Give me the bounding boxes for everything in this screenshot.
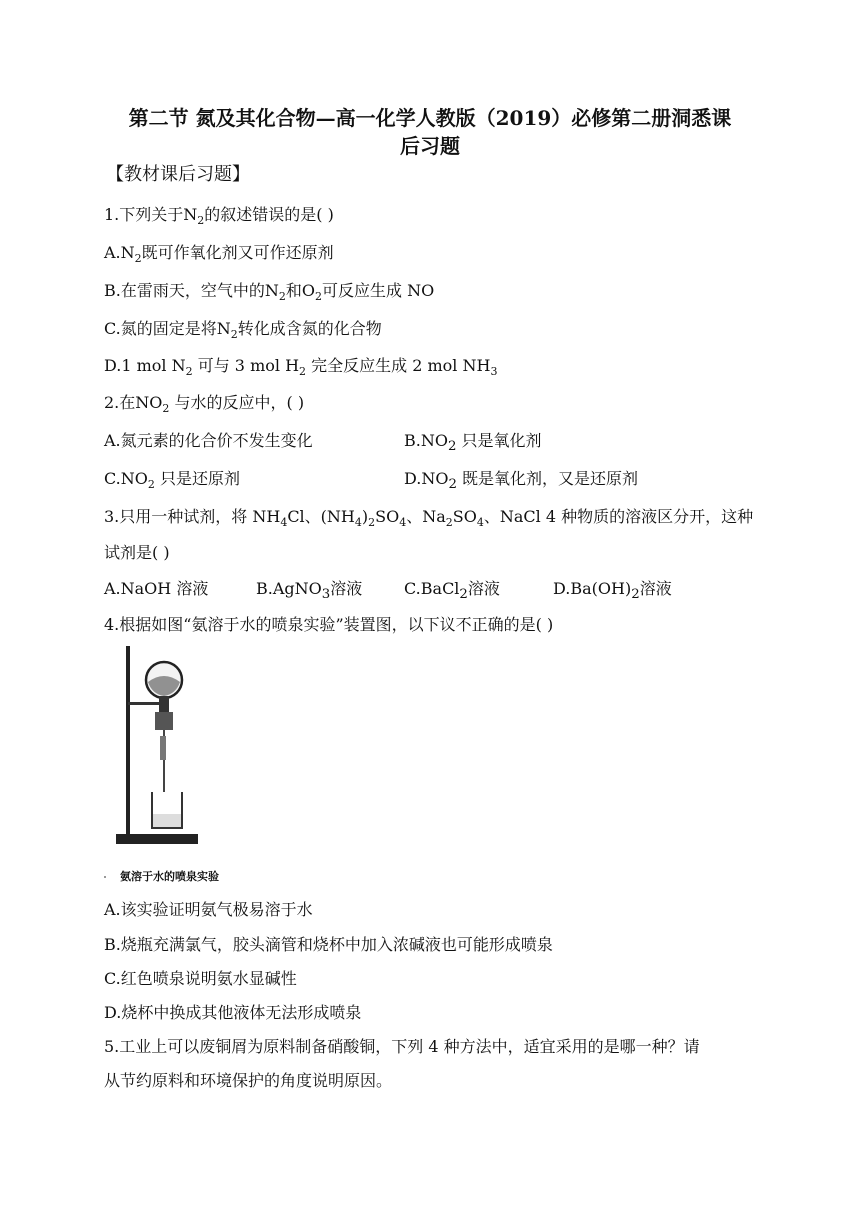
q3-option-a: A.NaOH 溶液 <box>104 579 209 598</box>
fountain-experiment-figure <box>108 640 208 850</box>
q4-option-d: D.烧杯中换成其他液体无法形成喷泉 <box>104 1003 362 1022</box>
q1-option-b: B.在雷雨天，空气中的$N_2$和$O_2$可反应生成 NO <box>104 281 435 304</box>
figure-caption: 氨溶于水的喷泉实验 <box>104 868 219 884</box>
q4-option-b: B.烧瓶充满氯气，胶头滴管和烧杯中加入浓碱液也可能形成喷泉 <box>104 935 553 954</box>
page-title <box>80 104 780 160</box>
q1-option-a: $A.N_2$既可作氧化剂又可作还原剂 <box>104 243 334 266</box>
q3-option-b: B.AgNO$_3$溶液 <box>256 579 363 603</box>
q4-option-c: C.红色喷泉说明氨水显碱性 <box>104 969 297 988</box>
q3-option-c: C.BaCl$_2$溶液 <box>404 579 500 603</box>
q2-stem: 2.在$NO_2$ 与水的反应中，( ) <box>104 393 305 416</box>
q1-option-d: D.1 mol $N_2$ 可与 3 mol $H_2$ 完全反应生成 2 mol $NH_3$ <box>104 356 498 379</box>
stand-base <box>116 834 198 844</box>
q2-option-a: A.氮元素的化合价不发生变化 <box>104 431 313 450</box>
q4-option-a: A.该实验证明氨气极易溶于水 <box>104 900 313 919</box>
q3-option-d: $D.Ba(OH)_2$溶液 <box>553 579 672 603</box>
q5-stem-line-1: 5.工业上可以废铜屑为原料制备硝酸铜，下列 4 种方法中，适宜采用的是哪一种？请 <box>104 1037 700 1056</box>
q2-option-c: $C.NO_2$ 只是还原剂 <box>104 469 240 492</box>
q2-option-d: $D.NO_2$ 既是氧化剂，又是还原剂 <box>404 469 639 493</box>
flask-neck <box>159 696 169 712</box>
q3-stem-line-2: 试剂是( ) <box>104 543 170 562</box>
q5-stem-line-2: 从节约原料和环境保护的角度说明原因。 <box>104 1071 393 1090</box>
beaker-water <box>153 814 181 827</box>
clamp-arm <box>128 702 162 705</box>
title-line-2: 后习题 <box>400 134 460 158</box>
q1-option-c: C.氮的固定是将$N_2$转化成含氮的化合物 <box>104 319 382 342</box>
stand-rod <box>126 646 130 838</box>
q1-stem: 1.下列关于$N_2$的叙述错误的是( ) <box>104 205 334 228</box>
caption-bullet <box>104 876 106 878</box>
title-line-1: 第二节 氮及其化合物—高一化学人教版（2019）必修第二册洞悉课 <box>128 106 732 130</box>
dropper <box>160 736 166 760</box>
stopper <box>155 712 173 730</box>
q2-option-b: $B.NO_2$ 只是氧化剂 <box>404 431 542 455</box>
q4-stem: 4.根据如图“氨溶于水的喷泉实验”装置图，以下议不正确的是( ) <box>104 615 554 634</box>
q3-stem: 3.只用一种试剂，将 $NH_4Cl$、$(NH_4)_2SO_4$、$Na_2SO_4$、NaCl 4 种物质的溶液区分开，这种 <box>104 507 754 530</box>
section-header: 【教材课后习题】 <box>106 164 250 185</box>
